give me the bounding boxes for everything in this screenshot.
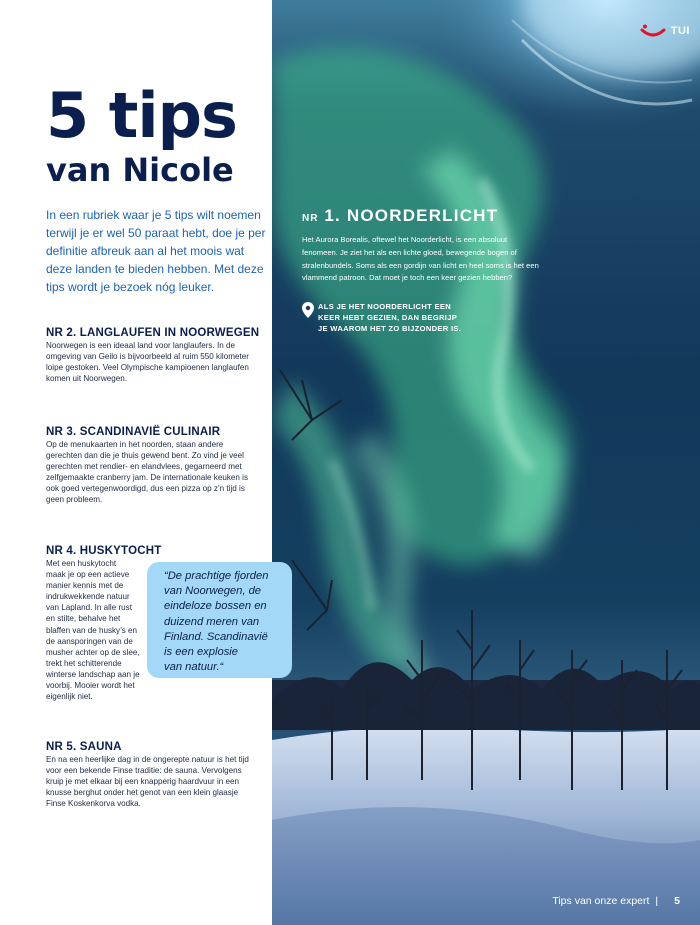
- quote-line: duizend meren van: [164, 615, 260, 628]
- quote-text: [164, 569, 289, 675]
- quote-line: “De prachtige fjorden: [164, 570, 269, 582]
- callout-line: KEER HEBT GEZIEN, DAN BEGRIJP: [318, 312, 458, 322]
- tip-4-line: winterse landschap aan je: [46, 669, 140, 679]
- tip-5-body: [46, 754, 249, 809]
- tip-1: [302, 205, 542, 285]
- tip-4-line: van Lapland. In alle rust: [46, 603, 132, 613]
- tip-4-line: de aansporingen van de: [46, 636, 133, 646]
- tui-smile-icon: [640, 24, 666, 38]
- tui-logo: [640, 24, 690, 38]
- tip-2-line: Noorwegen is een ideaal land voor langlaufers. In de: [46, 341, 235, 350]
- tip-2-line: komen uit Noorwegen.: [46, 374, 127, 384]
- quote-box: [147, 562, 292, 678]
- tip-4-line: voorbij. Mooier wordt het: [46, 681, 135, 691]
- tip-2-heading: NR 2. LANGLAUFEN IN NOORWEGEN: [46, 327, 260, 339]
- quote-line: eindeloze bossen en: [164, 600, 267, 613]
- tip-5-line: voor een bekende Finse traditie: de sauna. Vervolgens: [46, 766, 242, 776]
- tip-4-heading: NR 4. HUSKYTOCHT: [46, 545, 162, 557]
- location-pin-icon: [302, 302, 314, 318]
- aurora-photo: [272, 0, 700, 925]
- tip-4-body: [46, 558, 140, 702]
- tip-3-line: Op de menukaarten in het noorden, staan andere: [46, 440, 224, 449]
- tip-4-line: eigenlijk niet.: [46, 692, 93, 702]
- page-number: 5: [674, 895, 680, 907]
- tip-4-line: blaffen van de husky’s en: [46, 625, 138, 635]
- tip-4-line: indrukwekkende natuur: [46, 592, 130, 602]
- quote-line: is een explosie: [164, 646, 239, 659]
- tip-5-line: Finse Koskenkorva vodka.: [46, 799, 141, 809]
- tip-1-heading: [302, 205, 542, 230]
- tip-4-line: Met een huskytocht: [46, 559, 117, 568]
- tip-3-line: zelfgemaakte cranberry jam. De internationale keuken is: [46, 473, 248, 483]
- page-footer: [552, 895, 680, 907]
- footer-section-label: Tips van onze expert: [552, 895, 650, 907]
- aurora-illustration: [272, 0, 700, 925]
- tip-4-line: musher achter op de slee,: [46, 647, 140, 657]
- callout-text: [318, 302, 461, 334]
- callout-line: ALS JE HET NOORDERLICHT EEN: [318, 302, 451, 311]
- tip-5-heading: NR 5. SAUNA: [46, 741, 122, 753]
- tip-3-line: geen probleem.: [46, 495, 103, 505]
- quote-line: van Noorwegen, de: [164, 585, 262, 598]
- tip-3-line: gerechten dan die je thuis gewend bent. Zo vind je veel: [46, 451, 244, 461]
- tip-3-heading: NR 3. SCANDINAVIË CULINAIR: [46, 426, 221, 438]
- page-title: 5 tips: [46, 79, 237, 152]
- page-subtitle: van Nicole: [46, 151, 234, 189]
- tip-1-title: 1. NOORDERLICHT: [324, 206, 499, 225]
- tip-3-line: gerechten met rendier- en elandvlees, gegarneerd met: [46, 462, 242, 472]
- logo-text: TUI: [670, 25, 690, 37]
- tip-4-line: en stilte, behalve het: [46, 614, 121, 624]
- quote-line: van natuur.“: [164, 661, 224, 674]
- tip-2-body: [46, 340, 249, 384]
- footer-separator: |: [655, 895, 659, 907]
- intro-paragraph: In een rubriek waar je 5 tips wilt noemen terwijl je er wel 50 paraat hebt, doe je per definitie afbreuk aan al het moois wat deze landen te bieden hebben. Met deze tips wordt je bezoek nóg leuker.: [46, 208, 266, 294]
- tip-4-line: manier kennis met de: [46, 581, 124, 591]
- tip-1-body: Het Aurora Borealis, oftewel het Noorderlicht, is een absoluut fenomeen. Je ziet het als een lichte gloed, bewegende bogen of stralenbundels. Soms als een gordijn van licht en heel soms is het een vlammend patroon. Dat moet je toch een keer gezien hebben?: [302, 235, 539, 283]
- tip-1-number-label: NR: [302, 213, 319, 224]
- tip-2-line: omgeving van Geilo is bijvoorbeeld al ruim 550 kilometer: [46, 352, 249, 362]
- tip-5-line: knusse berghut onder het genot van een klein glaasje: [46, 788, 239, 798]
- tip-4-line: maak je op een actieve: [46, 570, 130, 580]
- tip-3-line: ook goed vertegenwoordigd, dus een pizza op z’n tijd is: [46, 484, 245, 494]
- tip-2-line: loipe gestoken. Veel Olympische kampioenen langlaufen: [46, 363, 249, 373]
- tip-5-line: En na een heerlijke dag in de ongerepte natuur is het tijd: [46, 755, 249, 764]
- tip-3-body: [46, 439, 248, 506]
- tip-5-line: kruip je met elkaar bij een knapperig haardvuur in een: [46, 777, 240, 787]
- quote-line: Finland. Scandinavië: [164, 630, 268, 643]
- callout-line: JE WAAROM HET ZO BIJZONDER IS.: [318, 323, 462, 333]
- tip-1-callout: [302, 302, 461, 334]
- tip-4-line: trekt het schitterende: [46, 658, 122, 668]
